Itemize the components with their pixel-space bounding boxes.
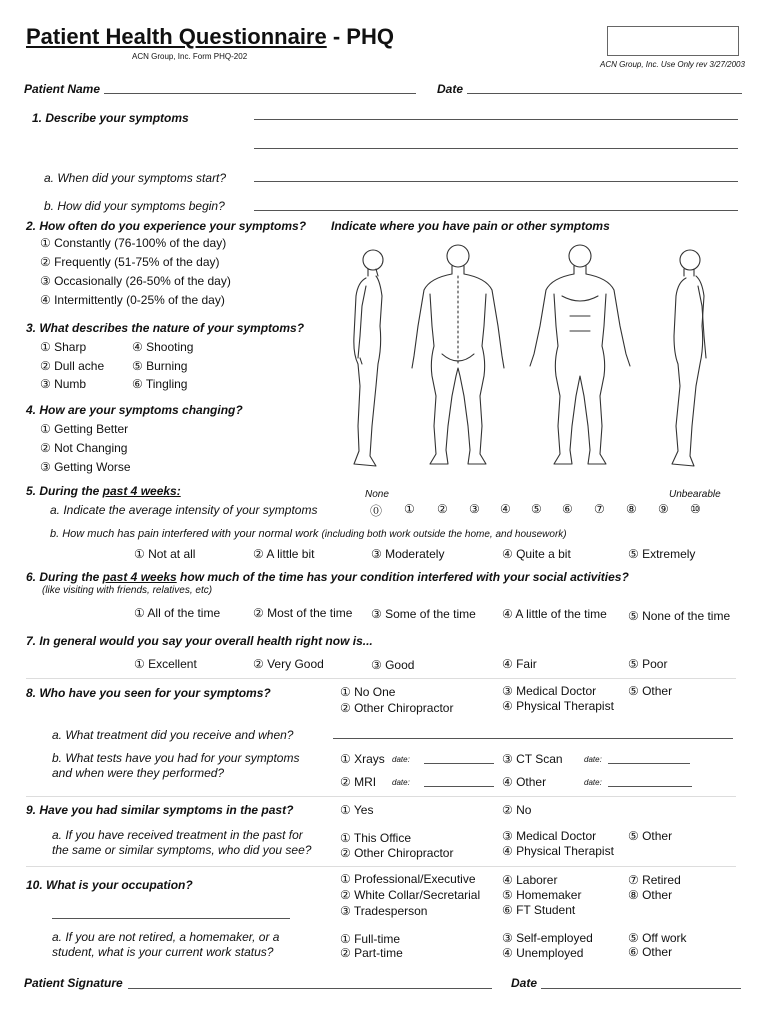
q8-option[interactable]: ③ Medical Doctor	[502, 684, 597, 698]
q6-option[interactable]: ② Most of the time	[253, 606, 353, 620]
q9-no[interactable]: ② No	[502, 803, 532, 817]
test-date-field[interactable]	[424, 786, 494, 787]
q7-option[interactable]: ② Very Good	[253, 657, 324, 671]
q9a-option[interactable]: ① This Office	[340, 831, 412, 845]
q9a-label-2: the same or similar symptoms, who did you see?	[52, 843, 312, 857]
work-status-option[interactable]: ③ Self-employed	[502, 931, 593, 945]
q6-note: (like visiting with friends, relatives, etc)	[42, 585, 213, 596]
scale-4[interactable]: ④	[500, 502, 511, 516]
q2-option[interactable]: ② Frequently (51-75% of the day)	[40, 255, 220, 269]
work-status-option[interactable]: ④ Unemployed	[502, 946, 584, 960]
scale-unbearable-label: Unbearable	[669, 489, 721, 500]
q9-label: 9. Have you had similar symptoms in the past?	[26, 803, 294, 817]
q7-option[interactable]: ① Excellent	[134, 657, 197, 671]
q1b-label: b. How did your symptoms begin?	[44, 199, 225, 213]
q3-option[interactable]: ① Sharp	[40, 340, 87, 354]
test-option[interactable]: ③ CT Scan	[502, 752, 563, 766]
date-label: date:	[584, 755, 602, 764]
q10a-label-2: student, what is your current work status?	[52, 945, 274, 959]
test-date-field[interactable]	[608, 786, 692, 787]
signature-date-label: Date	[511, 976, 538, 990]
q8-option[interactable]: ② Other Chiropractor	[340, 701, 454, 715]
office-use-box	[607, 26, 739, 56]
signature-field[interactable]	[128, 988, 492, 989]
body-side-view-right[interactable]	[354, 250, 383, 466]
date-label: Date	[437, 82, 464, 96]
form-subtitle: ACN Group, Inc. Form PHQ-202	[132, 52, 248, 61]
patient-name-field[interactable]	[104, 93, 416, 94]
scale-0[interactable]: ⓪	[370, 504, 383, 518]
q5b-option[interactable]: ① Not at all	[134, 547, 196, 561]
signature-label: Patient Signature	[24, 976, 123, 990]
body-front-view[interactable]	[530, 245, 630, 464]
work-status-option[interactable]: ① Full-time	[340, 932, 401, 946]
q1a-label: a. When did your symptoms start?	[44, 171, 227, 185]
q5b-option[interactable]: ② A little bit	[253, 547, 315, 561]
q8-option[interactable]: ⑤ Other	[628, 684, 673, 698]
q9a-option[interactable]: ⑤ Other	[628, 829, 673, 843]
test-date-field[interactable]	[608, 763, 690, 764]
patient-name-label: Patient Name	[24, 82, 101, 96]
q5-label-pre: 5. During the	[26, 484, 103, 498]
scale-none-label: None	[365, 489, 389, 500]
q2-option[interactable]: ④ Intermittently (0-25% of the day)	[40, 293, 225, 307]
q8b-label-2: and when were they performed?	[52, 766, 225, 780]
q10-option[interactable]: ① Professional/Executive	[340, 872, 476, 886]
scale-6[interactable]: ⑥	[562, 502, 573, 516]
q10-option[interactable]: ⑥ FT Student	[502, 903, 576, 917]
q9a-option[interactable]: ④ Physical Therapist	[502, 844, 614, 858]
q8a-label: a. What treatment did you receive and when?	[52, 728, 294, 742]
q3-option[interactable]: ⑤ Burning	[132, 359, 188, 373]
date-field[interactable]	[467, 93, 742, 94]
q1-field-2[interactable]	[254, 148, 738, 149]
date-label: date:	[392, 778, 410, 787]
occupation-field[interactable]	[52, 918, 290, 919]
test-option[interactable]: ② MRI	[340, 775, 377, 789]
q9-yes[interactable]: ① Yes	[340, 803, 374, 817]
q6-label-post: how much of the time has your condition interfered with your social activities?	[176, 570, 629, 584]
date-label: date:	[584, 778, 602, 787]
q4-option[interactable]: ① Getting Better	[40, 422, 129, 436]
q1a-field[interactable]	[254, 181, 738, 182]
office-use-note: ACN Group, Inc. Use Only rev 3/27/2003	[600, 60, 745, 69]
q5b-question: b. How much has pain interfered with your normal work	[50, 528, 319, 540]
test-date-field[interactable]	[424, 763, 494, 764]
q7-option[interactable]: ⑤ Poor	[628, 657, 668, 671]
q6-label-pre: 6. During the	[26, 570, 103, 584]
q4-option[interactable]: ② Not Changing	[40, 441, 128, 455]
q5a-label: a. Indicate the average intensity of your symptoms	[50, 503, 318, 517]
scale-9[interactable]: ⑨	[658, 502, 669, 516]
q6-label	[26, 570, 629, 584]
test-option[interactable]: ④ Other	[502, 775, 547, 789]
q8-option[interactable]: ① No One	[340, 685, 396, 699]
q10-option[interactable]: ③ Tradesperson	[340, 904, 428, 918]
form-title-suffix: - PHQ	[326, 24, 394, 49]
q3-label: 3. What describes the nature of your symptoms?	[26, 321, 305, 335]
q6-option[interactable]: ⑤ None of the time	[628, 609, 731, 623]
work-status-option[interactable]: ⑥ Other	[628, 945, 673, 959]
q5b-option[interactable]: ⑤ Extremely	[628, 547, 696, 561]
q5b-note: (including both work outside the home, and housework)	[321, 529, 567, 540]
q6-option[interactable]: ① All of the time	[134, 606, 221, 620]
q10a-label-1: a. If you are not retired, a homemaker, or a	[52, 930, 280, 944]
q1-field-1[interactable]	[254, 119, 738, 120]
q8-label: 8. Who have you seen for your symptoms?	[26, 686, 271, 700]
q8b-label-1: b. What tests have you had for your symptoms	[52, 751, 300, 765]
section-divider	[26, 678, 736, 679]
q4-label: 4. How are your symptoms changing?	[26, 403, 243, 417]
q3-option[interactable]: ⑥ Tingling	[132, 377, 188, 391]
test-option[interactable]: ① Xrays	[340, 752, 385, 766]
q7-label: 7. In general would you say your overall health right now is...	[26, 634, 373, 648]
q10-option[interactable]: ② White Collar/Secretarial	[340, 888, 481, 902]
date-label: date:	[392, 755, 410, 764]
q6-option[interactable]: ③ Some of the time	[371, 607, 476, 621]
q4-option[interactable]: ③ Getting Worse	[40, 460, 131, 474]
q1b-field[interactable]	[254, 210, 738, 211]
form-title	[26, 24, 394, 50]
signature-date-field[interactable]	[541, 988, 741, 989]
section-divider	[26, 866, 736, 867]
scale-7[interactable]: ⑦	[594, 502, 605, 516]
form-title-main: Patient Health Questionnaire	[26, 24, 327, 49]
q6-label-underlined: past 4 weeks	[102, 570, 177, 584]
q1-label: 1. Describe your symptoms	[32, 111, 189, 125]
q10-label: 10. What is your occupation?	[26, 878, 193, 892]
q8a-field[interactable]	[333, 738, 733, 739]
q5b-option[interactable]: ④ Quite a bit	[502, 547, 571, 561]
q6-option[interactable]: ④ A little of the time	[502, 607, 607, 621]
q8-option[interactable]: ④ Physical Therapist	[502, 699, 614, 713]
body-back-view[interactable]	[412, 245, 504, 464]
q10-option[interactable]: ④ Laborer	[502, 873, 558, 887]
q9a-label-1: a. If you have received treatment in the past for	[52, 828, 303, 842]
scale-2[interactable]: ②	[437, 502, 448, 516]
q5b-label	[50, 528, 567, 540]
q7-option[interactable]: ③ Good	[371, 658, 415, 672]
q9a-option[interactable]: ② Other Chiropractor	[340, 846, 454, 860]
q3-option[interactable]: ④ Shooting	[132, 340, 194, 354]
q10-option[interactable]: ⑤ Homemaker	[502, 888, 582, 902]
pain-diagram-label: Indicate where you have pain or other symptoms	[331, 219, 610, 233]
q2-option[interactable]: ③ Occasionally (26-50% of the day)	[40, 274, 231, 288]
scale-1[interactable]: ①	[404, 502, 415, 516]
q5-label	[26, 484, 181, 498]
q3-option[interactable]: ③ Numb	[40, 377, 87, 391]
section-divider	[26, 796, 736, 797]
q3-option[interactable]: ② Dull ache	[40, 359, 105, 373]
q2-option[interactable]: ① Constantly (76-100% of the day)	[40, 236, 227, 250]
q5b-option[interactable]: ③ Moderately	[371, 547, 445, 561]
q7-option[interactable]: ④ Fair	[502, 657, 537, 671]
q10-option[interactable]: ⑧ Other	[628, 888, 673, 902]
scale-10[interactable]: ⑩	[690, 502, 701, 516]
scale-8[interactable]: ⑧	[626, 502, 637, 516]
work-status-option[interactable]: ⑤ Off work	[628, 931, 687, 945]
scale-3[interactable]: ③	[469, 502, 480, 516]
q5-label-underlined: past 4 weeks:	[102, 484, 181, 498]
q2-label: 2. How often do you experience your symptoms?	[26, 219, 307, 233]
q9a-option[interactable]: ③ Medical Doctor	[502, 829, 597, 843]
work-status-option[interactable]: ② Part-time	[340, 946, 403, 960]
scale-5[interactable]: ⑤	[531, 502, 542, 516]
body-side-view-left[interactable]	[672, 250, 706, 466]
body-diagram[interactable]	[318, 236, 748, 476]
q10-option[interactable]: ⑦ Retired	[628, 873, 681, 887]
